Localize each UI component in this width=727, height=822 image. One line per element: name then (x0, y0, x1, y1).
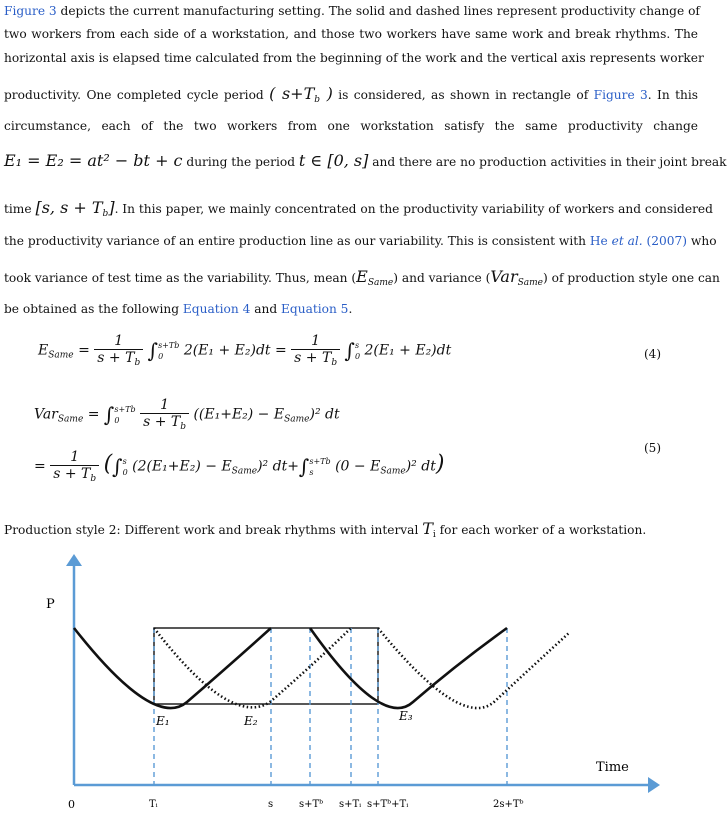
numerator: 1 (140, 397, 189, 414)
origin-label: 0 (68, 798, 75, 811)
math: ( s+T (269, 84, 315, 103)
worker-2-curve-1 (154, 628, 351, 707)
paragraph-line-3 (4, 51, 704, 65)
figure-3-link[interactable]: Figure 3 (4, 4, 57, 18)
math: b (174, 340, 180, 350)
x-axis-label: Time (596, 760, 629, 775)
lower-limit: 0 (354, 351, 361, 361)
math: (2(E₁+E₂) − E (132, 458, 232, 475)
bracket: ) (435, 451, 445, 477)
productivity-figure (0, 552, 701, 822)
lower-limit: 0 (114, 415, 120, 425)
figure-3-link[interactable]: Figure 3 (593, 88, 648, 102)
e2-label: E₂ (244, 714, 258, 728)
link-text: et al. (611, 234, 643, 248)
paragraph-line-4 (4, 84, 698, 105)
math: T (422, 519, 433, 538)
math-sub: Same (380, 466, 406, 477)
math-sub: b (331, 358, 338, 368)
link-text: (2007) (642, 234, 688, 248)
paragraph-line-10 (4, 302, 352, 316)
math-interval: t ∈ [0, s] (298, 151, 369, 170)
numerator: 1 (50, 449, 99, 466)
denominator (50, 466, 99, 484)
cycle-rectangle (154, 628, 378, 704)
paragraph-line-1 (4, 4, 698, 18)
lower-limit: 0 (158, 351, 164, 361)
math-e: E (356, 267, 368, 286)
integral-limits (355, 340, 360, 362)
lower-limit: 0 (122, 467, 128, 477)
text: depicts the current manufacturing setting. The solid and dashed lines represent productivity change of (56, 4, 700, 18)
math: = (78, 342, 95, 359)
integral-sign: ∫ (344, 338, 355, 363)
math-sub: Same (57, 414, 84, 425)
math: b (325, 456, 331, 466)
text: for each worker of a workstation. (435, 523, 647, 537)
text: . In this paper, we mainly concentrated on the productivity variability of workers and considered (114, 202, 713, 216)
math: 2(E₁ + E₂)dt (364, 342, 452, 359)
math-break-interval (35, 198, 114, 217)
denominator (94, 350, 143, 368)
math: E (38, 342, 49, 359)
text: horizontal axis is elapsed time calculated from the beginning of the work and the vertical axis represents worker (4, 51, 704, 65)
tick-label-s-tb: s+Tᵇ (299, 799, 324, 810)
equation-5-line-2 (34, 449, 444, 484)
math: s+T (158, 340, 175, 350)
math: 2(E₁ + E₂)dt = (183, 342, 287, 359)
text: productivity. One completed cycle period (4, 88, 270, 102)
text: who (687, 234, 717, 248)
text: time (4, 202, 36, 216)
text: Production style 2: Different work and break rhythms with interval (4, 523, 423, 537)
denominator (291, 350, 340, 368)
tick-labels (149, 799, 524, 810)
e3-label: E₃ (399, 709, 413, 723)
equation-5-link[interactable]: Equation 5 (281, 302, 349, 316)
math: ] (108, 198, 115, 217)
text: during the period (182, 155, 299, 169)
y-axis-label: P (46, 597, 55, 612)
paragraph-line-7 (4, 198, 713, 219)
text: . (348, 302, 353, 316)
text: took variance of test time as the variability. Thus, mean ( (4, 271, 357, 285)
math-sub: Same (517, 278, 544, 288)
text: is considered, as shown in rectangle of (332, 88, 594, 102)
math: s + T (294, 350, 332, 366)
math: )² dt (309, 406, 340, 423)
integral-limits (158, 340, 179, 362)
paragraph-line-8 (4, 234, 717, 248)
tick-label-ti: Tᵢ (149, 799, 158, 810)
math: s + T (143, 414, 181, 430)
lower-limit: s (309, 467, 314, 477)
math: [s, s + T (35, 198, 103, 217)
denominator (140, 414, 189, 432)
e1-label: E₁ (156, 714, 170, 728)
numerator: 1 (94, 333, 143, 350)
math-sub: b (180, 422, 186, 432)
text: ) of production style one can (543, 271, 720, 285)
upper-limit: s (122, 456, 127, 466)
fraction (291, 333, 340, 368)
text: the productivity variance of an entire production line as our variability. This is consistent with (4, 234, 590, 248)
integral-limits (309, 456, 330, 478)
text: . In this (647, 88, 699, 102)
worker-2-curve-2 (378, 628, 570, 708)
math: Var (34, 406, 58, 423)
worker-1-curve-1 (74, 628, 271, 708)
integral-sign: ∫ (147, 338, 159, 363)
math: (0 − E (335, 458, 381, 475)
equation-4-number: (4) (644, 347, 661, 361)
integral-sign: ∫ (298, 454, 310, 479)
math: s+T (309, 456, 326, 466)
fraction (50, 449, 99, 484)
text: be obtained as the following (4, 302, 183, 316)
equation-4-link[interactable]: Equation 4 (182, 302, 251, 316)
tick-label-s-tb-ti: s+Tᵇ+Tᵢ (367, 799, 409, 810)
text: two workers from each side of a workstation, and those two workers have same work and break rhythms. The (4, 27, 698, 41)
math: ((E₁+E₂) − E (193, 406, 285, 423)
math-sub: b (102, 209, 109, 219)
math: s + T (97, 350, 135, 366)
he-2007-link[interactable] (590, 234, 687, 248)
equation-5-number: (5) (644, 441, 661, 455)
equation-5-line-1 (34, 397, 340, 432)
integral-sign: ∫ (103, 402, 115, 427)
math-sub: b (134, 358, 141, 368)
math-cycle-period (269, 84, 333, 103)
fraction (140, 397, 189, 432)
text: and there are no production activities in their joint break (368, 155, 727, 169)
math-sub: Same (284, 414, 310, 425)
math-sub: b (90, 474, 97, 484)
text: circumstance, each of the two workers from one workstation satisfy the same productivity change (4, 119, 698, 133)
x-axis-arrow (648, 777, 660, 793)
text: ) and variance ( (393, 271, 491, 285)
integral-sign: ∫ (112, 454, 123, 479)
tick-label-s-ti: s+Tᵢ (339, 799, 362, 810)
math: ) (320, 84, 333, 103)
math-var: Var (490, 267, 518, 286)
fraction (94, 333, 143, 368)
integral-limits (114, 404, 135, 426)
upper-limit (309, 456, 330, 467)
tick-guides (154, 628, 507, 785)
numerator: 1 (291, 333, 340, 350)
tick-label-2s-tb: 2s+Tᵇ (493, 799, 524, 810)
bracket: ( (103, 451, 113, 477)
math-sub: Same (231, 466, 258, 477)
paragraph-line-6 (4, 151, 727, 170)
upper-limit (114, 404, 135, 415)
upper-limit (158, 340, 179, 351)
math: b (130, 404, 136, 414)
math: )² dt (405, 458, 436, 475)
math-sub: Same (367, 278, 394, 288)
math: = (87, 406, 104, 423)
y-axis-arrow (66, 554, 82, 566)
text: and (250, 302, 282, 316)
math-sub: b (314, 95, 321, 105)
math: = (34, 458, 46, 475)
equation-4 (38, 333, 451, 368)
link-text: He (589, 234, 612, 248)
math: s + T (53, 466, 91, 482)
integral-limits (123, 456, 128, 478)
tick-label-s: s (268, 799, 274, 810)
math: )² dt+ (257, 458, 299, 475)
paragraph-line-9 (4, 267, 720, 288)
math-sub: Same (48, 350, 74, 361)
math: s+T (114, 404, 131, 414)
upper-limit: s (354, 340, 360, 350)
figure-caption (4, 519, 646, 540)
paragraph-line-5 (4, 119, 698, 133)
math-productivity-function: E₁ = E₂ = at² − bt + c (4, 151, 183, 170)
paragraph-line-2 (4, 27, 698, 41)
math-sub: i (432, 530, 436, 540)
